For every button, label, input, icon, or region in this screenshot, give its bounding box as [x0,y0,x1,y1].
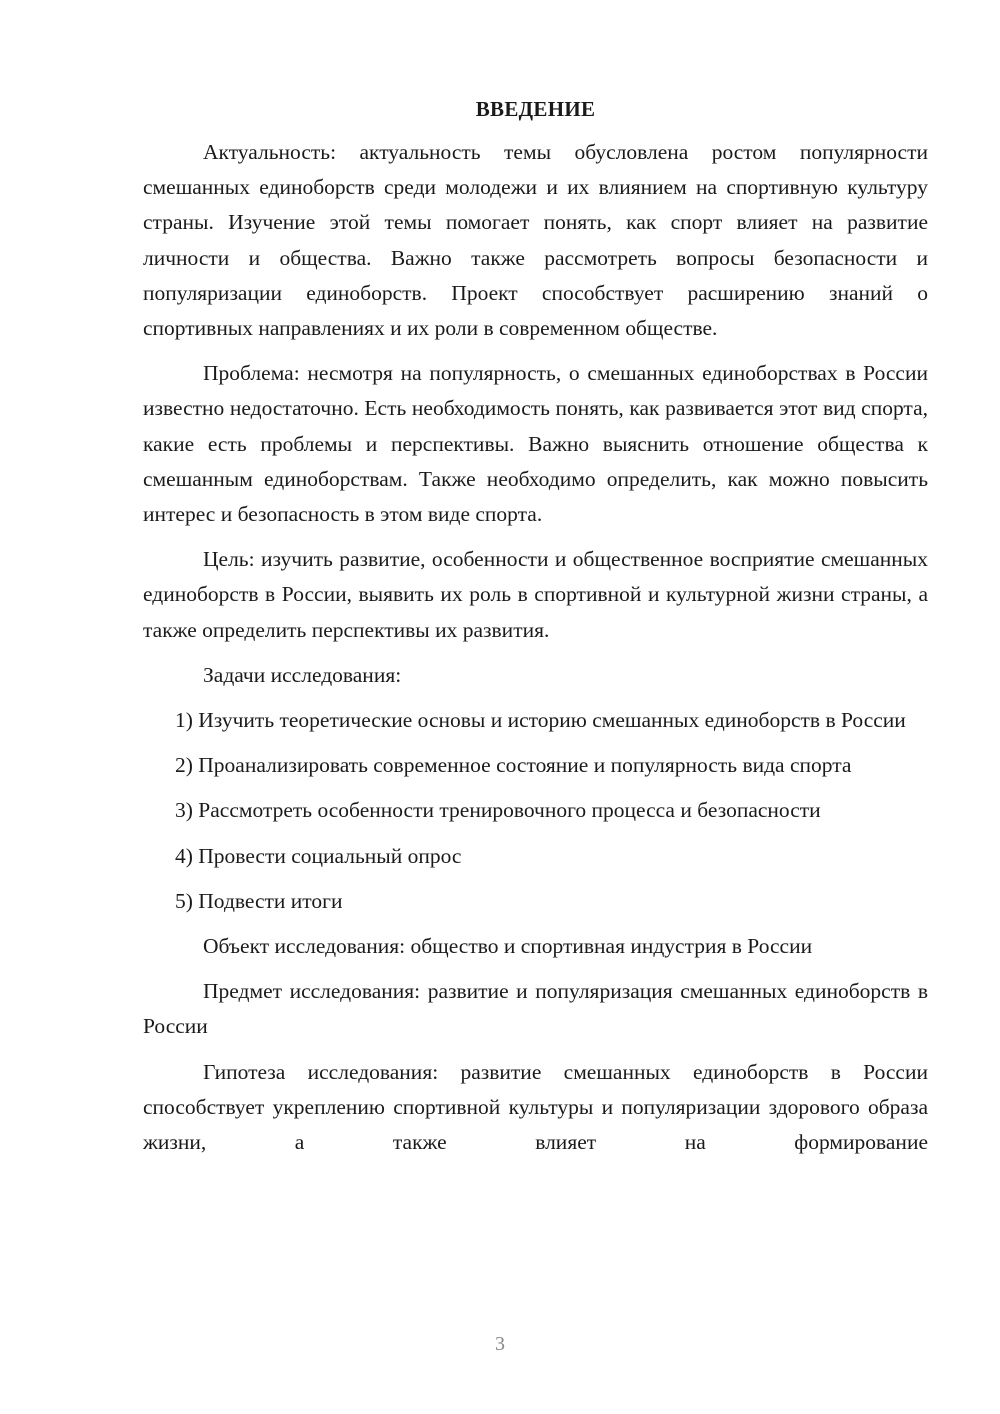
tasks-heading: Задачи исследования: [203,662,402,687]
task-item-2: 2) Проанализировать современное состояние и популярность вида спорта [175,753,852,778]
paragraph-relevance: Актуальность: актуальность темы обусловлена ростом популярности смешанных единоборств среди молодежи и их влиянием на спортивную культуру страны. Изучение этой темы помогает понять, как спорт влияет на развитие личности и общества. Важно также рассмотреть вопросы безопасности и популяризации единоборств. Проект способствует расширению знаний о спортивных направлениях и их роли в современном обществе. [143,140,928,341]
paragraph-hypothesis: Гипотеза исследования: развитие смешанных единоборств в России способствует укреплению спортивной культуры и популяризации здорового образа жизни, а также влияет на формирование [143,1059,928,1155]
task-item-3: 3) Рассмотреть особенности тренировочного процесса и безопасности [175,798,821,823]
paragraph-object: Объект исследования: общество и спортивная индустрия в России [203,934,813,959]
paragraph-subject: Предмет исследования: развитие и популяризация смешанных единоборств в России [143,979,928,1039]
tasks-list [143,703,928,919]
paragraph-problem: Проблема: несмотря на популярность, о смешанных единоборствах в России известно недостаточно. Есть необходимость понять, как развивается этот вид спорта, какие есть проблемы и перспективы. Важно выяснить отношение общества к смешанным единоборствам. Также необходимо определить, как можно повысить интерес и безопасность в этом виде спорта. [143,361,928,527]
page-number: 3 [495,1333,505,1355]
page-title: ВВЕДЕНИЕ [475,97,596,121]
document-page [143,92,928,1160]
task-item-1: 1) Изучить теоретические основы и историю смешанных единоборств в России [175,708,906,733]
task-item-4: 4) Провести социальный опрос [175,843,462,868]
task-item-5: 5) Подвести итоги [175,888,343,913]
paragraph-goal: Цель: изучить развитие, особенности и общественное восприятие смешанных единоборств в России, выявить их роль в спортивной и культурной жизни страны, а также определить перспективы их развития. [143,547,928,642]
